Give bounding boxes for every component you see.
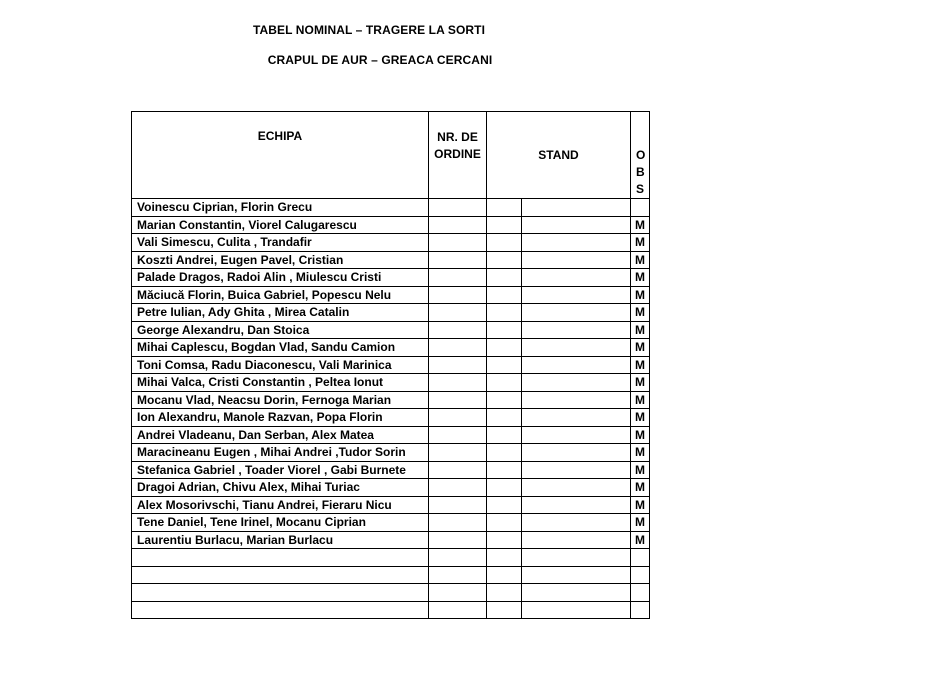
table-row: [132, 531, 650, 549]
cell-echipa: Maracineanu Eugen , Mihai Andrei ,Tudor Sorin: [132, 444, 429, 462]
cell-obs: M: [631, 479, 650, 497]
cell-nr-de-ordine: [429, 409, 487, 427]
cell-stand-b: [522, 216, 631, 234]
cell-obs: [631, 584, 650, 602]
cell-obs: M: [631, 426, 650, 444]
cell-stand-b: [522, 496, 631, 514]
cell-stand-a: [487, 286, 522, 304]
cell-obs: M: [631, 461, 650, 479]
cell-stand-a: [487, 584, 522, 602]
cell-stand-b: [522, 251, 631, 269]
cell-stand-a: [487, 374, 522, 392]
table-row: [132, 426, 650, 444]
cell-stand-b: [522, 409, 631, 427]
cell-obs: M: [631, 531, 650, 549]
cell-nr-de-ordine: [429, 374, 487, 392]
cell-stand-a: [487, 409, 522, 427]
cell-echipa: Petre Iulian, Ady Ghita , Mirea Catalin: [132, 304, 429, 322]
cell-nr-de-ordine: [429, 269, 487, 287]
cell-echipa: [132, 601, 429, 619]
cell-stand-b: [522, 479, 631, 497]
table-row: [132, 251, 650, 269]
cell-stand-a: [487, 426, 522, 444]
table-row: [132, 374, 650, 392]
cell-nr-de-ordine: [429, 566, 487, 584]
table-row: [132, 321, 650, 339]
cell-stand-b: [522, 321, 631, 339]
cell-nr-de-ordine: [429, 531, 487, 549]
document-title: TABEL NOMINAL – TRAGERE LA SORTI: [252, 23, 486, 37]
cell-stand-a: [487, 269, 522, 287]
cell-stand-b: [522, 584, 631, 602]
cell-nr-de-ordine: [429, 496, 487, 514]
cell-nr-de-ordine: [429, 461, 487, 479]
header-echipa: ECHIPA: [132, 112, 429, 199]
cell-nr-de-ordine: [429, 321, 487, 339]
cell-stand-a: [487, 531, 522, 549]
cell-obs: M: [631, 216, 650, 234]
cell-obs: M: [631, 304, 650, 322]
cell-stand-b: [522, 549, 631, 567]
header-nr-de-ordine: NR. DE ORDINE: [429, 112, 487, 199]
cell-echipa: Mocanu Vlad, Neacsu Dorin, Fernoga Marian: [132, 391, 429, 409]
cell-echipa: Andrei Vladeanu, Dan Serban, Alex Matea: [132, 426, 429, 444]
cell-stand-b: [522, 304, 631, 322]
cell-echipa: Măciucă Florin, Buica Gabriel, Popescu Nelu: [132, 286, 429, 304]
cell-obs: M: [631, 444, 650, 462]
cell-obs: M: [631, 339, 650, 357]
cell-stand-b: [522, 356, 631, 374]
cell-nr-de-ordine: [429, 549, 487, 567]
cell-stand-a: [487, 601, 522, 619]
cell-stand-a: [487, 566, 522, 584]
cell-obs: M: [631, 286, 650, 304]
cell-nr-de-ordine: [429, 391, 487, 409]
cell-nr-de-ordine: [429, 251, 487, 269]
cell-echipa: [132, 584, 429, 602]
table-row: [132, 339, 650, 357]
table-row: [132, 391, 650, 409]
cell-obs: M: [631, 321, 650, 339]
cell-stand-a: [487, 479, 522, 497]
cell-stand-a: [487, 234, 522, 252]
cell-obs: [631, 199, 650, 217]
cell-nr-de-ordine: [429, 304, 487, 322]
cell-obs: [631, 566, 650, 584]
cell-nr-de-ordine: [429, 339, 487, 357]
cell-stand-b: [522, 531, 631, 549]
cell-nr-de-ordine: [429, 479, 487, 497]
cell-echipa: Laurentiu Burlacu, Marian Burlacu: [132, 531, 429, 549]
cell-stand-a: [487, 549, 522, 567]
table-row: [132, 549, 650, 567]
cell-echipa: Tene Daniel, Tene Irinel, Mocanu Ciprian: [132, 514, 429, 532]
cell-stand-a: [487, 514, 522, 532]
cell-echipa: Dragoi Adrian, Chivu Alex, Mihai Turiac: [132, 479, 429, 497]
cell-stand-a: [487, 356, 522, 374]
cell-echipa: Alex Mosorivschi, Tianu Andrei, Fieraru Nicu: [132, 496, 429, 514]
cell-obs: M: [631, 251, 650, 269]
cell-stand-b: [522, 601, 631, 619]
table-row: [132, 234, 650, 252]
table-row: [132, 584, 650, 602]
cell-stand-b: [522, 269, 631, 287]
table-row: [132, 356, 650, 374]
table-row: [132, 199, 650, 217]
cell-echipa: George Alexandru, Dan Stoica: [132, 321, 429, 339]
cell-echipa: [132, 566, 429, 584]
document-subtitle: CRAPUL DE AUR – GREACA CERCANI: [267, 53, 493, 67]
cell-echipa: Stefanica Gabriel , Toader Viorel , Gabi Burnete: [132, 461, 429, 479]
cell-stand-a: [487, 391, 522, 409]
draw-table: [131, 111, 650, 619]
table-row: [132, 461, 650, 479]
table-row: [132, 409, 650, 427]
cell-stand-b: [522, 426, 631, 444]
table-row: [132, 479, 650, 497]
cell-echipa: Ion Alexandru, Manole Razvan, Popa Florin: [132, 409, 429, 427]
cell-obs: M: [631, 391, 650, 409]
cell-echipa: Marian Constantin, Viorel Calugarescu: [132, 216, 429, 234]
table-row: [132, 216, 650, 234]
table-row: [132, 601, 650, 619]
cell-echipa: Palade Dragos, Radoi Alin , Miulescu Cristi: [132, 269, 429, 287]
table-row: [132, 496, 650, 514]
cell-echipa: Voinescu Ciprian, Florin Grecu: [132, 199, 429, 217]
table-row: [132, 444, 650, 462]
cell-echipa: Toni Comsa, Radu Diaconescu, Vali Marinica: [132, 356, 429, 374]
cell-obs: [631, 549, 650, 567]
cell-nr-de-ordine: [429, 286, 487, 304]
cell-stand-a: [487, 339, 522, 357]
cell-echipa: Koszti Andrei, Eugen Pavel, Cristian: [132, 251, 429, 269]
cell-nr-de-ordine: [429, 234, 487, 252]
cell-stand-b: [522, 514, 631, 532]
cell-nr-de-ordine: [429, 444, 487, 462]
cell-obs: M: [631, 234, 650, 252]
cell-stand-a: [487, 444, 522, 462]
cell-echipa: Vali Simescu, Culita , Trandafir: [132, 234, 429, 252]
cell-obs: [631, 601, 650, 619]
cell-stand-a: [487, 461, 522, 479]
header-stand: STAND: [487, 112, 631, 199]
table-header-row: [132, 112, 650, 199]
header-obs: O B S: [631, 112, 650, 199]
cell-nr-de-ordine: [429, 199, 487, 217]
cell-stand-a: [487, 251, 522, 269]
cell-nr-de-ordine: [429, 514, 487, 532]
table-row: [132, 304, 650, 322]
cell-nr-de-ordine: [429, 426, 487, 444]
cell-echipa: Mihai Caplescu, Bogdan Vlad, Sandu Camion: [132, 339, 429, 357]
cell-obs: M: [631, 374, 650, 392]
cell-stand-b: [522, 234, 631, 252]
cell-nr-de-ordine: [429, 356, 487, 374]
cell-echipa: [132, 549, 429, 567]
table-row: [132, 286, 650, 304]
table-row: [132, 566, 650, 584]
cell-stand-a: [487, 199, 522, 217]
cell-echipa: Mihai Valca, Cristi Constantin , Peltea Ionut: [132, 374, 429, 392]
table-row: [132, 514, 650, 532]
cell-stand-a: [487, 321, 522, 339]
cell-nr-de-ordine: [429, 584, 487, 602]
table-row: [132, 269, 650, 287]
cell-stand-a: [487, 496, 522, 514]
cell-stand-a: [487, 216, 522, 234]
cell-stand-b: [522, 461, 631, 479]
cell-obs: M: [631, 269, 650, 287]
cell-stand-b: [522, 199, 631, 217]
cell-stand-b: [522, 339, 631, 357]
cell-stand-b: [522, 286, 631, 304]
cell-stand-b: [522, 391, 631, 409]
cell-stand-b: [522, 444, 631, 462]
cell-nr-de-ordine: [429, 216, 487, 234]
cell-obs: M: [631, 409, 650, 427]
cell-stand-b: [522, 374, 631, 392]
cell-nr-de-ordine: [429, 601, 487, 619]
cell-stand-a: [487, 304, 522, 322]
cell-stand-b: [522, 566, 631, 584]
cell-obs: M: [631, 496, 650, 514]
cell-obs: M: [631, 514, 650, 532]
cell-obs: M: [631, 356, 650, 374]
